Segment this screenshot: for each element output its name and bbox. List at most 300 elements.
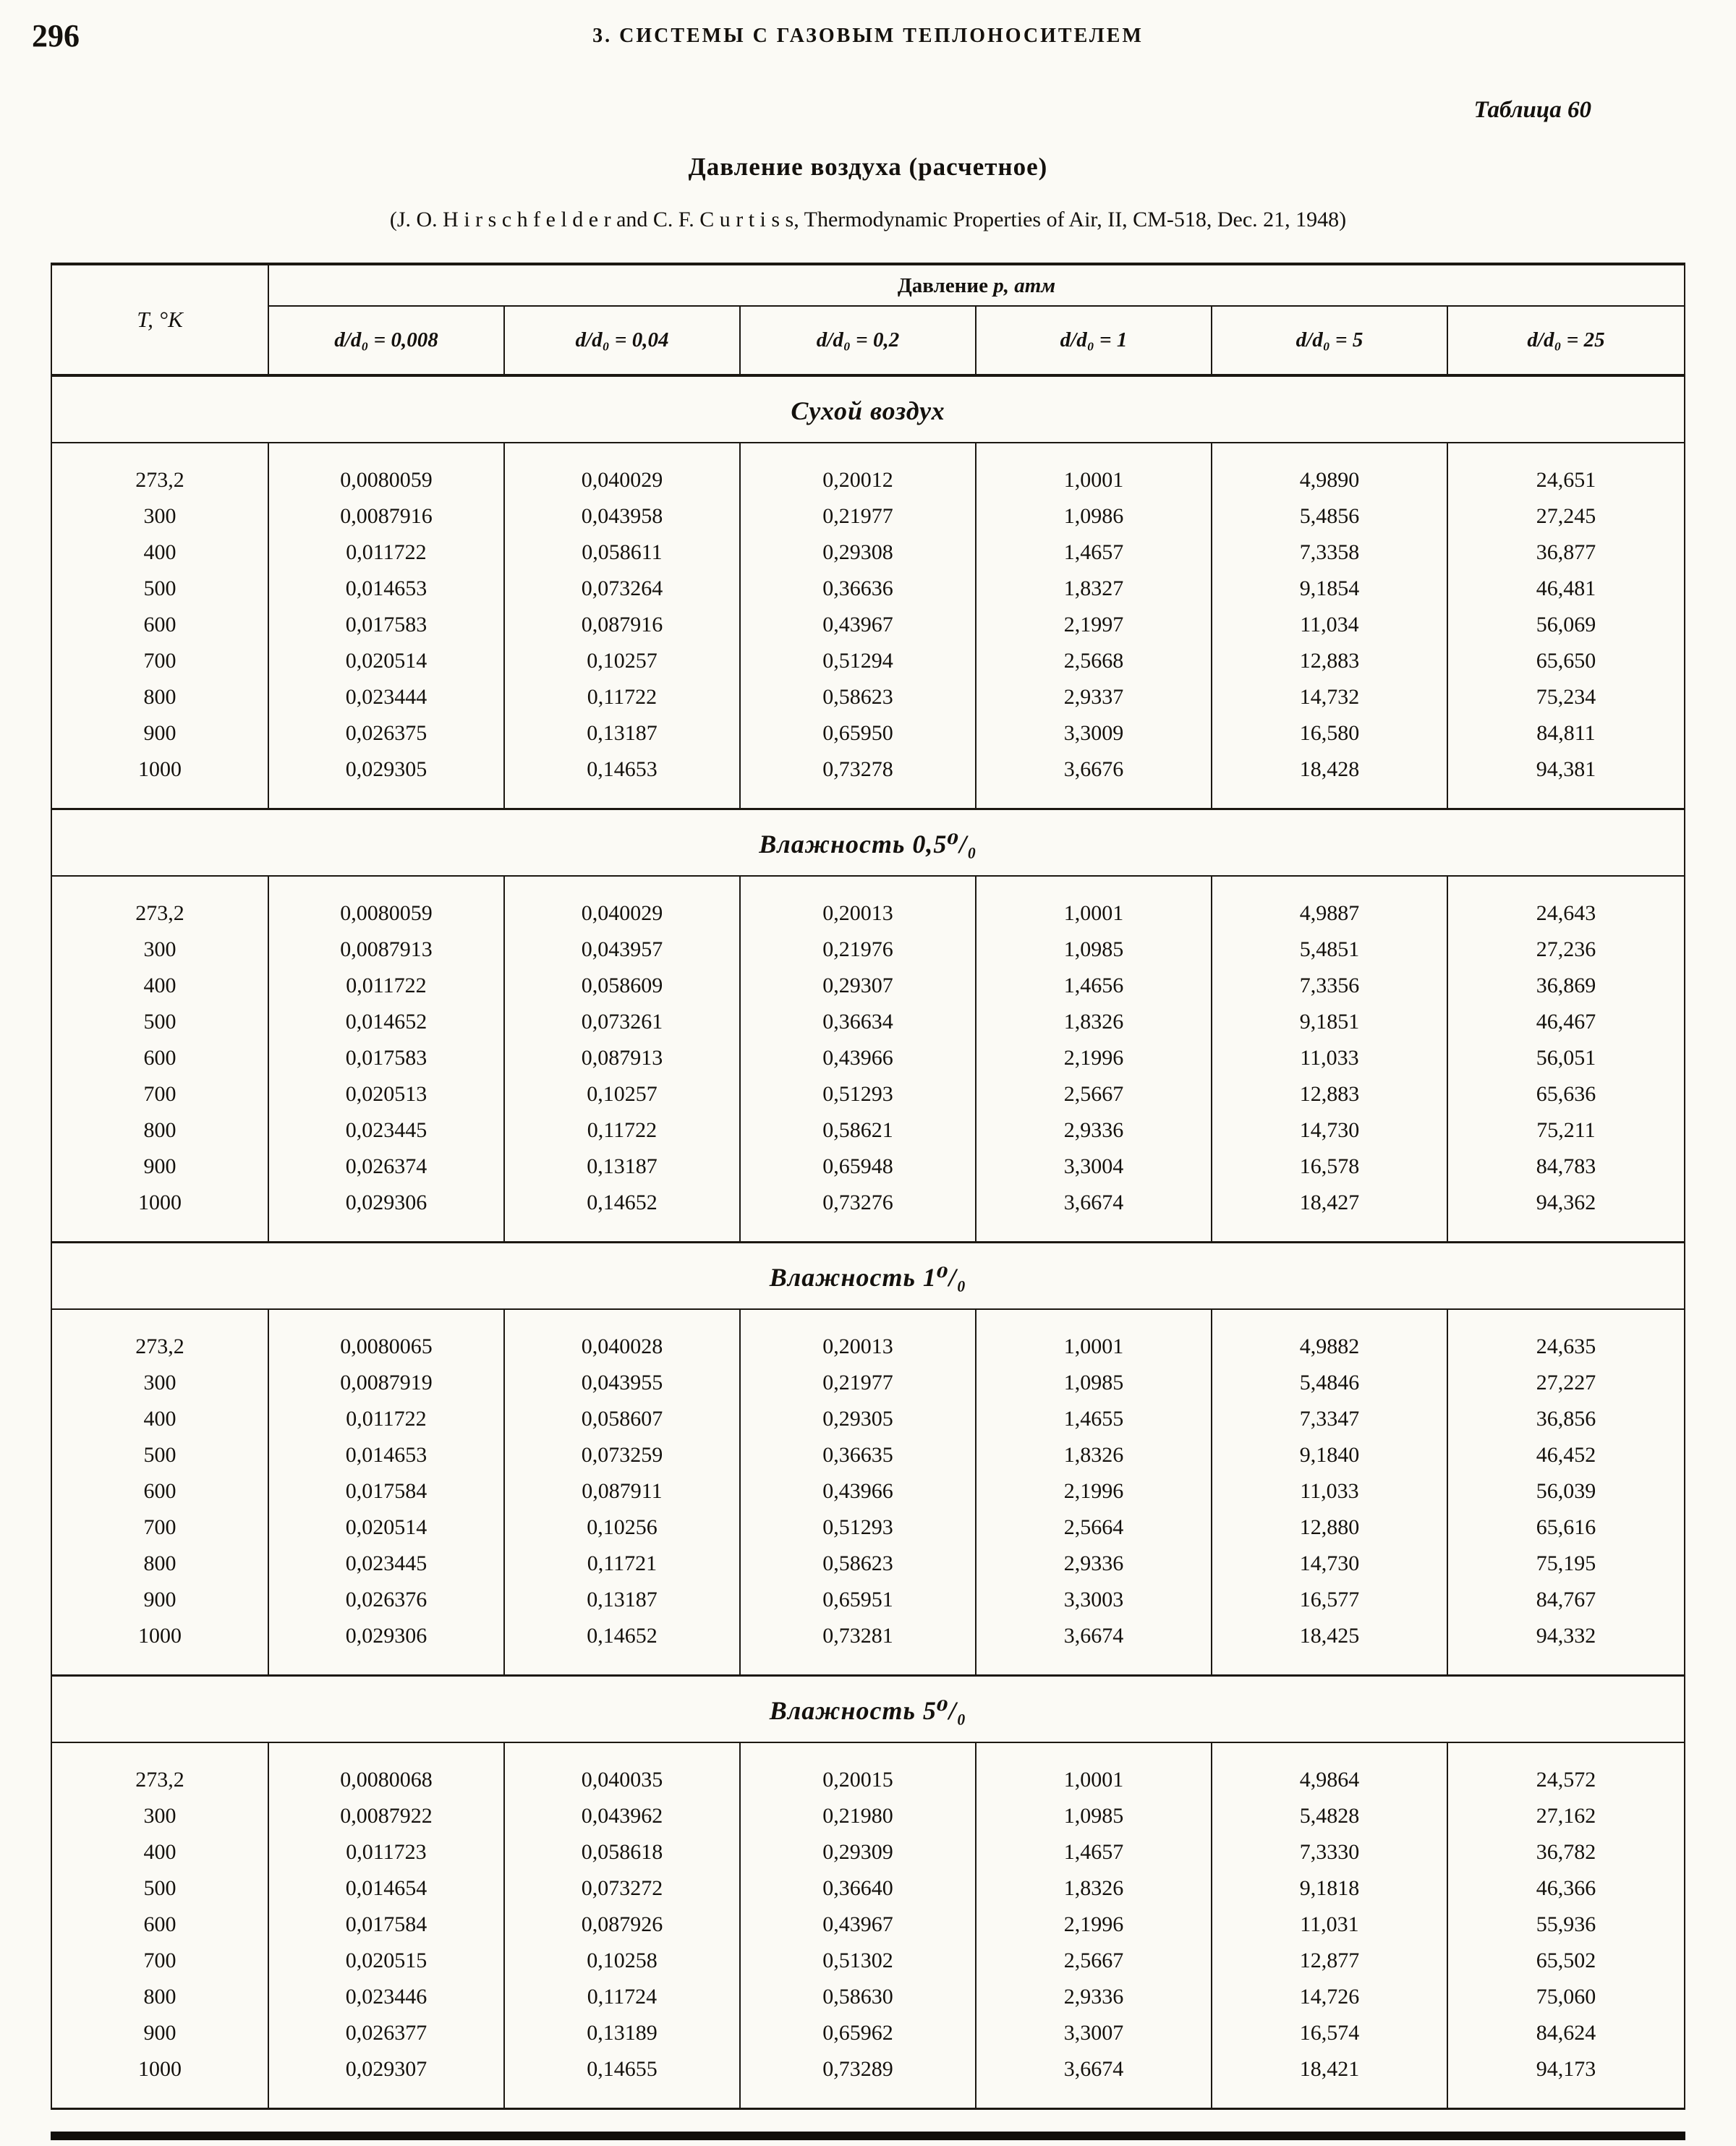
spacer-cell (741, 1654, 977, 1674)
pressure-cell: 0,0080065 (269, 1329, 505, 1365)
pressure-cell: 11,034 (1212, 607, 1448, 643)
spacer-cell (1212, 1743, 1448, 1762)
pressure-cell: 84,811 (1536, 721, 1596, 745)
pressure-cell: 0,023446 (269, 1979, 505, 2015)
pressure-cell: 1,8327 (977, 571, 1212, 607)
pressure-cell: 0,58621 (741, 1112, 977, 1149)
pressure-cell: 0,040029 (505, 462, 741, 498)
pressure-cell: 7,3330 (1212, 1834, 1448, 1870)
pressure-cell: 46,452 (1536, 1443, 1596, 1467)
temperature-cell: 400 (52, 1401, 269, 1437)
pressure-cell: 16,577 (1212, 1582, 1448, 1618)
spacer-cell (52, 1221, 269, 1241)
pressure-cell: 0,58630 (741, 1979, 977, 2015)
spacer-cell (505, 788, 741, 808)
table-citation: (J. O. H i r s c h f e l d e r and C. F. C u r t i s s, Thermodynamic Properties of Air, II, CM-518, Dec. 21, 1948) (389, 208, 1347, 231)
pressure-cell: 0,043962 (505, 1798, 741, 1834)
pressure-cell: 0,43967 (741, 1907, 977, 1943)
spacer-cell (269, 1310, 505, 1329)
pressure-cell: 3,3009 (977, 715, 1212, 751)
column-header-dd0-1: d/d₀ = 1 (977, 307, 1212, 374)
spacer-cell (1212, 877, 1448, 895)
pressure-cell: 0,14655 (505, 2051, 741, 2087)
pressure-cell: 3,3004 (977, 1149, 1212, 1185)
pressure-cell: 0,043957 (505, 932, 741, 968)
pressure-cell: 3,3007 (977, 2015, 1212, 2051)
pressure-cell: 0,65951 (741, 1582, 977, 1618)
pressure-cell: 0,29309 (741, 1834, 977, 1870)
pressure-cell: 16,580 (1212, 715, 1448, 751)
temperature-cell: 700 (52, 643, 269, 679)
pressure-cell: 11,031 (1212, 1907, 1448, 1943)
pressure-cell: 0,13189 (505, 2015, 741, 2051)
temperature-cell: 700 (52, 1943, 269, 1979)
pressure-cell: 2,1996 (977, 1040, 1212, 1076)
pressure-cell: 0,040029 (505, 895, 741, 932)
pressure-cell: 1,0985 (977, 1365, 1212, 1401)
spacer-cell (1448, 1654, 1684, 1674)
pressure-cell: 1,0001 (977, 895, 1212, 932)
pressure-cell: 0,10257 (505, 643, 741, 679)
pressure-cell: 0,017583 (269, 607, 505, 643)
temperature-cell: 500 (52, 1004, 269, 1040)
pressure-cell: 0,29305 (741, 1401, 977, 1437)
pressure-cell: 0,20015 (741, 1762, 977, 1798)
pressure-cell: 36,856 (1536, 1407, 1596, 1431)
pressure-cell: 55,936 (1536, 1912, 1596, 1936)
temperature-cell: 273,2 (52, 1762, 269, 1798)
pressure-cell: 0,040035 (505, 1762, 741, 1798)
temperature-cell: 400 (52, 968, 269, 1004)
pressure-cell: 0,14652 (505, 1618, 741, 1654)
temperature-cell: 600 (52, 1473, 269, 1510)
pressure-cell: 0,10256 (505, 1510, 741, 1546)
spacer-cell (1212, 1654, 1448, 1674)
pressure-cell: 0,014654 (269, 1870, 505, 1907)
pressure-cell: 0,026375 (269, 715, 505, 751)
temperature-cell: 300 (52, 932, 269, 968)
pressure-cell: 0,10258 (505, 1943, 741, 1979)
pressure-cell: 2,5668 (977, 643, 1212, 679)
pressure-cell: 1,0001 (977, 1329, 1212, 1365)
spacer-cell (977, 2087, 1212, 2108)
pressure-cell: 0,023444 (269, 679, 505, 715)
spacer-cell (505, 1310, 741, 1329)
section-data-grid (52, 1743, 1684, 2108)
pressure-cell: 94,173 (1536, 2057, 1596, 2081)
temperature-cell: 600 (52, 1040, 269, 1076)
pressure-cell: 2,1997 (977, 607, 1212, 643)
pressure-cell: 0,087911 (505, 1473, 741, 1510)
pressure-cell: 0,43967 (741, 607, 977, 643)
pressure-cell: 0,73276 (741, 1185, 977, 1221)
pressure-cell: 0,011723 (269, 1834, 505, 1870)
pressure-cell: 0,058611 (505, 535, 741, 571)
pressure-cell: 0,10257 (505, 1076, 741, 1112)
spacer-cell (1448, 1221, 1684, 1241)
section-title: Влажность 5⁰/₀ (52, 1677, 1684, 1743)
temperature-cell: 273,2 (52, 895, 269, 932)
pressure-cell: 84,783 (1536, 1154, 1596, 1178)
spacer-cell (1448, 877, 1684, 895)
column-header-dd0-25: d/d₀ = 25 (1527, 328, 1605, 352)
temperature-cell: 300 (52, 498, 269, 535)
spacer-cell (52, 1743, 269, 1762)
pressure-cell: 14,726 (1212, 1979, 1448, 2015)
pressure-cell: 0,20012 (741, 462, 977, 498)
pressure-cell: 0,040028 (505, 1329, 741, 1365)
pressure-cell: 1,0985 (977, 932, 1212, 968)
pressure-cell: 75,234 (1536, 685, 1596, 709)
pressure-cell: 9,1818 (1212, 1870, 1448, 1907)
section-title: Влажность 0,5⁰/₀ (52, 810, 1684, 877)
pressure-cell: 1,4657 (977, 535, 1212, 571)
pressure-cell: 0,029307 (269, 2051, 505, 2087)
pressure-cell: 56,069 (1536, 613, 1596, 636)
spacer-cell (269, 2087, 505, 2108)
spacer-cell (1448, 443, 1684, 462)
pressure-cell: 94,381 (1536, 757, 1596, 781)
spacer-cell (52, 2087, 269, 2108)
pressure-cell: 0,020513 (269, 1076, 505, 1112)
pressure-cell: 0,13187 (505, 1149, 741, 1185)
pressure-units: p, атм (993, 274, 1056, 297)
pressure-cell: 75,060 (1536, 1985, 1596, 2009)
temperature-cell: 273,2 (52, 462, 269, 498)
pressure-label: Давление (897, 274, 988, 297)
pressure-cell: 5,4851 (1212, 932, 1448, 968)
pressure-cell: 0,73278 (741, 751, 977, 788)
pressure-cell: 65,650 (1536, 649, 1596, 673)
pressure-cell: 18,425 (1212, 1618, 1448, 1654)
pressure-cell: 0,65948 (741, 1149, 977, 1185)
pressure-cell: 56,039 (1536, 1479, 1596, 1503)
temperature-cell: 900 (52, 1582, 269, 1618)
temperature-cell: 1000 (52, 2051, 269, 2087)
pressure-cell: 12,883 (1212, 643, 1448, 679)
spacer-cell (505, 1654, 741, 1674)
pressure-cell: 16,574 (1212, 2015, 1448, 2051)
pressure-cell: 36,782 (1536, 1840, 1596, 1864)
spacer-cell (269, 1654, 505, 1674)
pressure-cell: 18,428 (1212, 751, 1448, 788)
spacer-cell (1212, 443, 1448, 462)
pressure-cell: 4,9864 (1212, 1762, 1448, 1798)
pressure-cell: 0,073259 (505, 1437, 741, 1473)
pressure-cell: 75,195 (1536, 1551, 1596, 1575)
pressure-group-header (269, 265, 1684, 307)
pressure-cell: 0,36634 (741, 1004, 977, 1040)
spacer-cell (1448, 788, 1684, 808)
pressure-cell: 0,014652 (269, 1004, 505, 1040)
spacer-cell (741, 1221, 977, 1241)
section-title: Влажность 1⁰/₀ (52, 1243, 1684, 1310)
spacer-cell (505, 877, 741, 895)
pressure-cell: 4,9882 (1212, 1329, 1448, 1365)
pressure-cell: 5,4828 (1212, 1798, 1448, 1834)
pressure-cell: 24,643 (1536, 901, 1596, 925)
pressure-cell: 0,026376 (269, 1582, 505, 1618)
spacer-cell (977, 1310, 1212, 1329)
pressure-cell: 65,616 (1536, 1515, 1596, 1539)
temperature-cell: 273,2 (52, 1329, 269, 1365)
pressure-cell: 0,087913 (505, 1040, 741, 1076)
pressure-cell: 0,11722 (505, 1112, 741, 1149)
pressure-cell: 24,651 (1536, 468, 1596, 492)
pressure-cell: 0,20013 (741, 1329, 977, 1365)
temperature-cell: 300 (52, 1798, 269, 1834)
pressure-cell: 3,6674 (977, 2051, 1212, 2087)
table-sections (52, 377, 1684, 2108)
pressure-cell: 24,572 (1536, 1768, 1596, 1792)
column-header-dd0-2: d/d₀ = 0,2 (741, 307, 977, 374)
section-title: Сухой воздух (52, 377, 1684, 443)
temperature-cell: 1000 (52, 1185, 269, 1221)
pressure-cell: 0,14653 (505, 751, 741, 788)
pressure-cell: 0,29308 (741, 535, 977, 571)
pressure-cell: 84,624 (1536, 2021, 1596, 2045)
pressure-cell: 0,029306 (269, 1618, 505, 1654)
spacer-cell (1212, 788, 1448, 808)
column-header-dd0-008: d/d₀ = 0,008 (269, 307, 505, 374)
pressure-cell: 2,9336 (977, 1979, 1212, 2015)
spacer-cell (1212, 2087, 1448, 2108)
spacer-cell (269, 877, 505, 895)
pressure-cell: 1,8326 (977, 1870, 1212, 1907)
pressure-cell: 2,5664 (977, 1510, 1212, 1546)
pressure-cell: 12,880 (1212, 1510, 1448, 1546)
section-data-grid (52, 443, 1684, 810)
pressure-cell: 0,65950 (741, 715, 977, 751)
temperature-cell: 500 (52, 1437, 269, 1473)
pressure-cell: 4,9890 (1212, 462, 1448, 498)
pressure-cell: 0,0080068 (269, 1762, 505, 1798)
spacer-cell (1448, 1743, 1684, 1762)
page-number: 296 (32, 18, 80, 54)
pressure-cell: 0,026374 (269, 1149, 505, 1185)
spacer-cell (1448, 1310, 1684, 1329)
pressure-cell: 0,073272 (505, 1870, 741, 1907)
pressure-cell: 0,58623 (741, 1546, 977, 1582)
temperature-cell: 800 (52, 679, 269, 715)
spacer-cell (505, 443, 741, 462)
table-header (52, 265, 1684, 377)
temperature-cell: 500 (52, 571, 269, 607)
pressure-cell: 0,020514 (269, 1510, 505, 1546)
temperature-cell: 300 (52, 1365, 269, 1401)
spacer-cell (269, 443, 505, 462)
spacer-cell (741, 2087, 977, 2108)
spacer-cell (741, 788, 977, 808)
pressure-cell: 0,13187 (505, 1582, 741, 1618)
spacer-cell (977, 1743, 1212, 1762)
pressure-cell: 0,0087922 (269, 1798, 505, 1834)
pressure-cell: 0,087916 (505, 607, 741, 643)
section-data-grid (52, 877, 1684, 1243)
column-header-dd0-5: d/d₀ = 5 (1212, 307, 1448, 374)
pressure-cell: 0,13187 (505, 715, 741, 751)
table-caption: Таблица 60 (1473, 97, 1591, 123)
pressure-cell: 11,033 (1212, 1473, 1448, 1510)
spacer-cell (741, 877, 977, 895)
pressure-cell: 0,014653 (269, 571, 505, 607)
pressure-cell: 3,6674 (977, 1185, 1212, 1221)
pressure-cell: 9,1840 (1212, 1437, 1448, 1473)
spacer-cell (1448, 2087, 1684, 2108)
pressure-cell: 0,58623 (741, 679, 977, 715)
spacer-cell (52, 877, 269, 895)
pressure-cell: 2,5667 (977, 1076, 1212, 1112)
page-bottom-rule (51, 2132, 1685, 2140)
temperature-cell: 400 (52, 1834, 269, 1870)
spacer-cell (52, 443, 269, 462)
pressure-cell: 0,36640 (741, 1870, 977, 1907)
pressure-cell: 1,0986 (977, 498, 1212, 535)
temperature-cell: 600 (52, 1907, 269, 1943)
pressure-cell: 0,21980 (741, 1798, 977, 1834)
pressure-cell: 0,43966 (741, 1040, 977, 1076)
pressure-cell: 18,421 (1212, 2051, 1448, 2087)
pressure-cell: 0,21977 (741, 498, 977, 535)
pressure-cell: 0,51294 (741, 643, 977, 679)
pressure-cell: 94,362 (1536, 1191, 1596, 1214)
pressure-cell: 1,4657 (977, 1834, 1212, 1870)
spacer-cell (505, 1221, 741, 1241)
pressure-cell: 56,051 (1536, 1046, 1596, 1070)
temperature-cell: 700 (52, 1076, 269, 1112)
pressure-cell: 0,11721 (505, 1546, 741, 1582)
pressure-cell: 0,21977 (741, 1365, 977, 1401)
pressure-cell: 0,087926 (505, 1907, 741, 1943)
temperature-cell: 1000 (52, 1618, 269, 1654)
pressure-cell: 0,073261 (505, 1004, 741, 1040)
pressure-cell: 0,029305 (269, 751, 505, 788)
page-header (32, 17, 1685, 59)
pressure-cell: 16,578 (1212, 1149, 1448, 1185)
pressure-cell: 36,869 (1536, 974, 1596, 997)
temperature-cell: 800 (52, 1112, 269, 1149)
temperature-cell: 900 (52, 2015, 269, 2051)
spacer-cell (741, 1743, 977, 1762)
pressure-cell: 1,8326 (977, 1004, 1212, 1040)
pressure-cell: 0,43966 (741, 1473, 977, 1510)
pressure-cell: 0,0087916 (269, 498, 505, 535)
pressure-cell: 0,058609 (505, 968, 741, 1004)
pressure-cell: 14,730 (1212, 1546, 1448, 1582)
pressure-cell: 0,011722 (269, 1401, 505, 1437)
pressure-cell: 0,043955 (505, 1365, 741, 1401)
pressure-cell: 14,732 (1212, 679, 1448, 715)
temperature-cell: 1000 (52, 751, 269, 788)
temperature-cell: 900 (52, 715, 269, 751)
pressure-cell: 1,0001 (977, 1762, 1212, 1798)
spacer-cell (269, 788, 505, 808)
pressure-cell: 0,026377 (269, 2015, 505, 2051)
pressure-cell: 0,21976 (741, 932, 977, 968)
temperature-cell: 800 (52, 1979, 269, 2015)
spacer-cell (741, 443, 977, 462)
pressure-cell: 0,11722 (505, 679, 741, 715)
pressure-cell: 0,058607 (505, 1401, 741, 1437)
pressure-cell: 0,043958 (505, 498, 741, 535)
column-header-dd0-04: d/d₀ = 0,04 (505, 307, 741, 374)
pressure-cell: 0,017584 (269, 1907, 505, 1943)
pressure-cell: 27,245 (1536, 504, 1596, 528)
pressure-cell: 0,73281 (741, 1618, 977, 1654)
pressure-cell: 0,0080059 (269, 462, 505, 498)
pressure-cell: 7,3358 (1212, 535, 1448, 571)
pressure-cell: 46,366 (1536, 1876, 1596, 1900)
spacer-cell (977, 1654, 1212, 1674)
pressure-cell: 12,883 (1212, 1076, 1448, 1112)
temperature-cell: 500 (52, 1870, 269, 1907)
section-data-grid (52, 1310, 1684, 1677)
pressure-cell: 0,0080059 (269, 895, 505, 932)
pressure-cell: 84,767 (1536, 1588, 1596, 1611)
pressure-cell: 1,4655 (977, 1401, 1212, 1437)
pressure-cell: 27,162 (1536, 1804, 1596, 1828)
pressure-cell: 0,36636 (741, 571, 977, 607)
pressure-cell: 5,4856 (1212, 498, 1448, 535)
pressure-cell: 18,427 (1212, 1185, 1448, 1221)
spacer-cell (977, 443, 1212, 462)
pressure-cell: 65,502 (1536, 1949, 1596, 1972)
pressure-cell: 0,020514 (269, 643, 505, 679)
spacer-cell (505, 2087, 741, 2108)
spacer-cell (52, 788, 269, 808)
pressure-cell: 0,36635 (741, 1437, 977, 1473)
spacer-cell (52, 1310, 269, 1329)
pressure-cell: 2,9336 (977, 1112, 1212, 1149)
pressure-cell: 0,011722 (269, 535, 505, 571)
pressure-cell: 0,017584 (269, 1473, 505, 1510)
pressure-cell: 0,73289 (741, 2051, 977, 2087)
pressure-cell: 2,1996 (977, 1473, 1212, 1510)
pressure-cell: 3,6676 (977, 751, 1212, 788)
pressure-cell: 46,467 (1536, 1010, 1596, 1034)
pressure-cell: 12,877 (1212, 1943, 1448, 1979)
pressure-cell: 9,1854 (1212, 571, 1448, 607)
pressure-cell: 0,023445 (269, 1546, 505, 1582)
pressure-cell: 9,1851 (1212, 1004, 1448, 1040)
pressure-cell: 1,8326 (977, 1437, 1212, 1473)
temperature-cell: 700 (52, 1510, 269, 1546)
pressure-cell: 1,0985 (977, 1798, 1212, 1834)
pressure-cell: 0,058618 (505, 1834, 741, 1870)
spacer-cell (269, 1221, 505, 1241)
temperature-cell: 600 (52, 607, 269, 643)
pressure-cell: 94,332 (1536, 1624, 1596, 1648)
spacer-cell (977, 788, 1212, 808)
pressure-cell: 0,023445 (269, 1112, 505, 1149)
pressure-cell: 11,033 (1212, 1040, 1448, 1076)
pressure-cell: 0,11724 (505, 1979, 741, 2015)
pressure-cell: 0,029306 (269, 1185, 505, 1221)
pressure-cell: 7,3356 (1212, 968, 1448, 1004)
pressure-cell: 0,020515 (269, 1943, 505, 1979)
pressure-cell: 0,51293 (741, 1076, 977, 1112)
temperature-label: T, °K (137, 307, 183, 332)
pressure-cell: 7,3347 (1212, 1401, 1448, 1437)
running-head: 3. СИСТЕМЫ С ГАЗОВЫМ ТЕПЛОНОСИТЕЛЕМ (592, 25, 1144, 47)
spacer-cell (269, 1743, 505, 1762)
pressure-cell: 5,4846 (1212, 1365, 1448, 1401)
temperature-cell: 800 (52, 1546, 269, 1582)
table-title: Давление воздуха (расчетное) (688, 153, 1048, 181)
spacer-cell (977, 1221, 1212, 1241)
pressure-cell: 0,20013 (741, 895, 977, 932)
spacer-cell (505, 1743, 741, 1762)
